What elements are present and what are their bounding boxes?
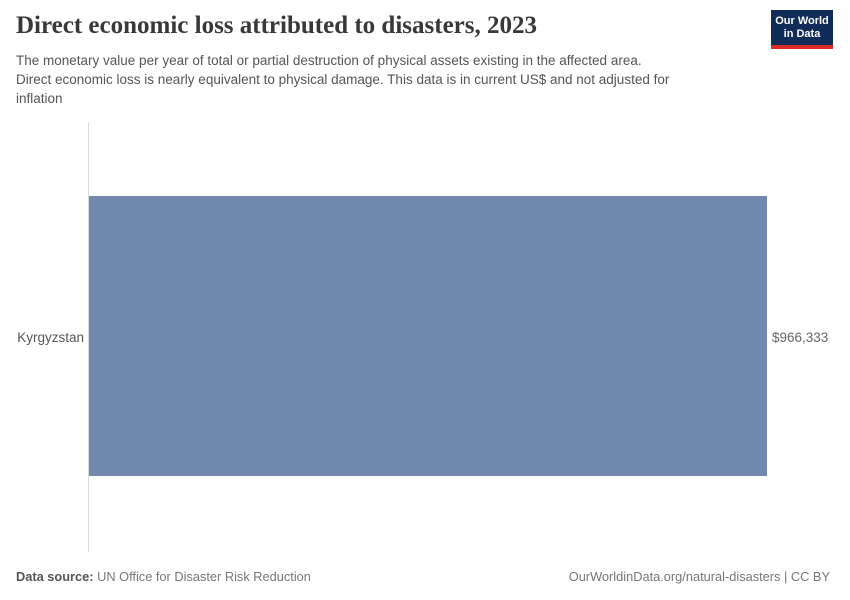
owid-logo[interactable] — [771, 10, 833, 49]
entity-label-kyrgyzstan: Kyrgyzstan — [17, 330, 84, 345]
chart-subtitle-line: The monetary value per year of total or partial destruction of physical assets existing in the affected area. — [16, 53, 642, 68]
data-source — [16, 569, 311, 584]
attribution-link[interactable]: OurWorldinData.org/natural-disasters | CC BY — [568, 569, 830, 584]
chart-subtitle — [16, 51, 669, 108]
chart-subtitle-line: Direct economic loss is nearly equivalent to physical damage. This data is in current US$ and not adjusted for — [16, 72, 670, 87]
value-label: $966,333 — [772, 330, 829, 345]
owid-logo-line1: Our World — [775, 15, 829, 27]
page-title: Direct economic loss attributed to disasters, 2023 — [16, 12, 537, 39]
data-source-label: Data source: — [16, 569, 94, 584]
data-source-value: UN Office for Disaster Risk Reduction — [93, 569, 311, 584]
chart-subtitle-line: inflation — [16, 91, 63, 106]
owid-logo-line2: in Data — [783, 28, 821, 40]
bar-kyrgyzstan[interactable] — [89, 196, 767, 476]
